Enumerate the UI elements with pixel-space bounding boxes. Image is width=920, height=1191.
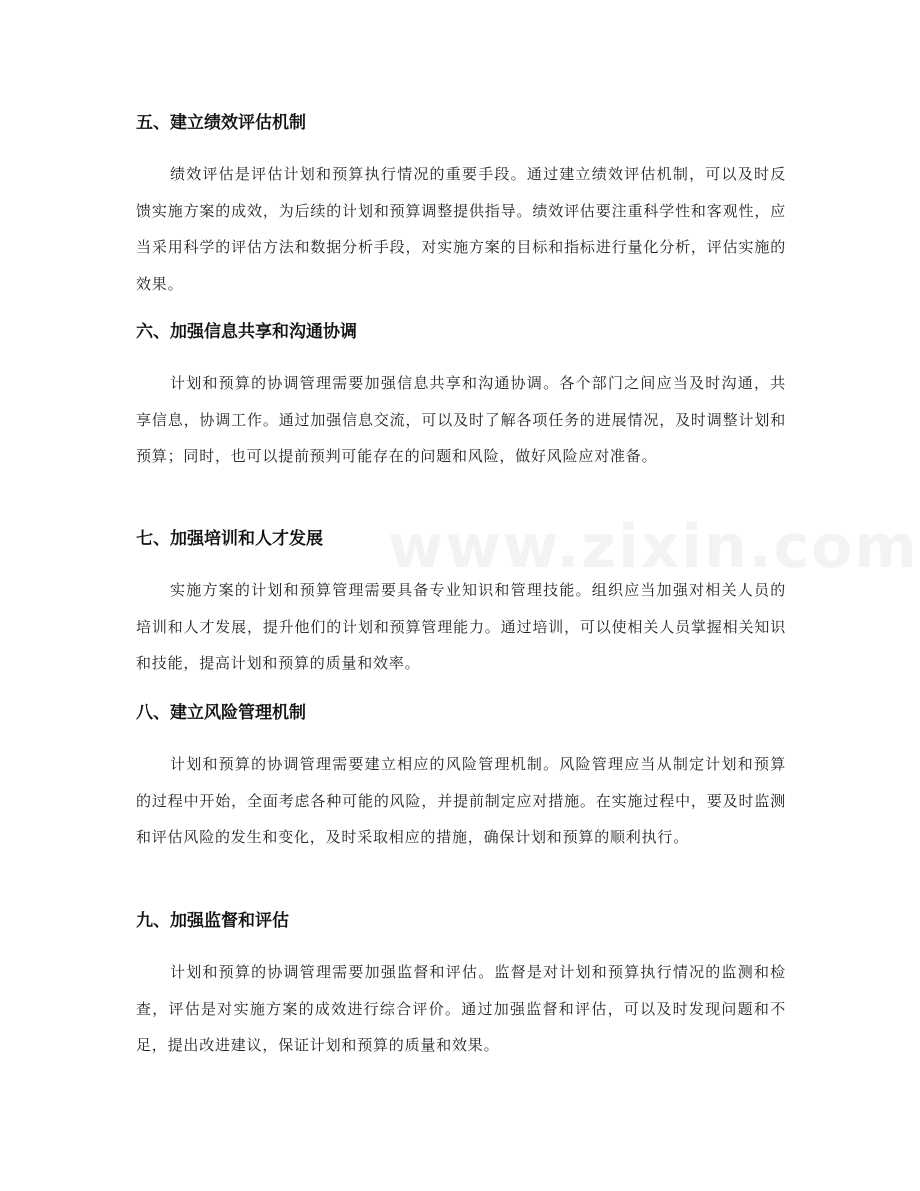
section-risk-management (136, 701, 786, 856)
section-heading: 五、建立绩效评估机制 (136, 113, 306, 133)
section-heading: 八、建立风险管理机制 (136, 703, 306, 723)
section-paragraph: 实施方案的计划和预算管理需要具备专业知识和管理技能。组织应当加强对相关人员的培训和人才发展，提升他们的计划和预算管理能力。通过培训，可以使相关人员掌握相关知识和技能，提高计划和预算的质量和效率。 (136, 581, 786, 672)
section-paragraph: 计划和预算的协调管理需要加强信息共享和沟通协调。各个部门之间应当及时沟通，共享信息，协调工作。通过加强信息交流，可以及时了解各项任务的进展情况，及时调整计划和预算；同时，也可以提前预判可能存在的问题和风险，做好风险应对准备。 (136, 374, 786, 465)
section-heading: 九、加强监督和评估 (136, 911, 289, 931)
section-information-sharing (136, 320, 786, 475)
section-performance-evaluation (136, 111, 786, 302)
section-heading: 七、加强培训和人才发展 (136, 529, 323, 549)
section-heading: 六、加强信息共享和沟通协调 (136, 322, 357, 342)
section-paragraph: 计划和预算的协调管理需要加强监督和评估。监督是对计划和预算执行情况的监测和检查，评估是对实施方案的成效进行综合评价。通过加强监督和评估，可以及时发现问题和不足，提出改进建议，保证计划和预算的质量和效果。 (136, 963, 786, 1054)
section-paragraph: 绩效评估是评估计划和预算执行情况的重要手段。通过建立绩效评估机制，可以及时反馈实施方案的成效，为后续的计划和预算调整提供指导。绩效评估要注重科学性和客观性，应当采用科学的评估方法和数据分析手段，对实施方案的目标和指标进行量化分析，评估实施的效果。 (136, 165, 786, 293)
section-supervision (136, 909, 786, 1064)
section-training (136, 527, 786, 682)
section-paragraph: 计划和预算的协调管理需要建立相应的风险管理机制。风险管理应当从制定计划和预算的过程中开始，全面考虑各种可能的风险，并提前制定应对措施。在实施过程中，要及时监测和评估风险的发生和变化，及时采取相应的措施，确保计划和预算的顺利执行。 (136, 755, 786, 846)
